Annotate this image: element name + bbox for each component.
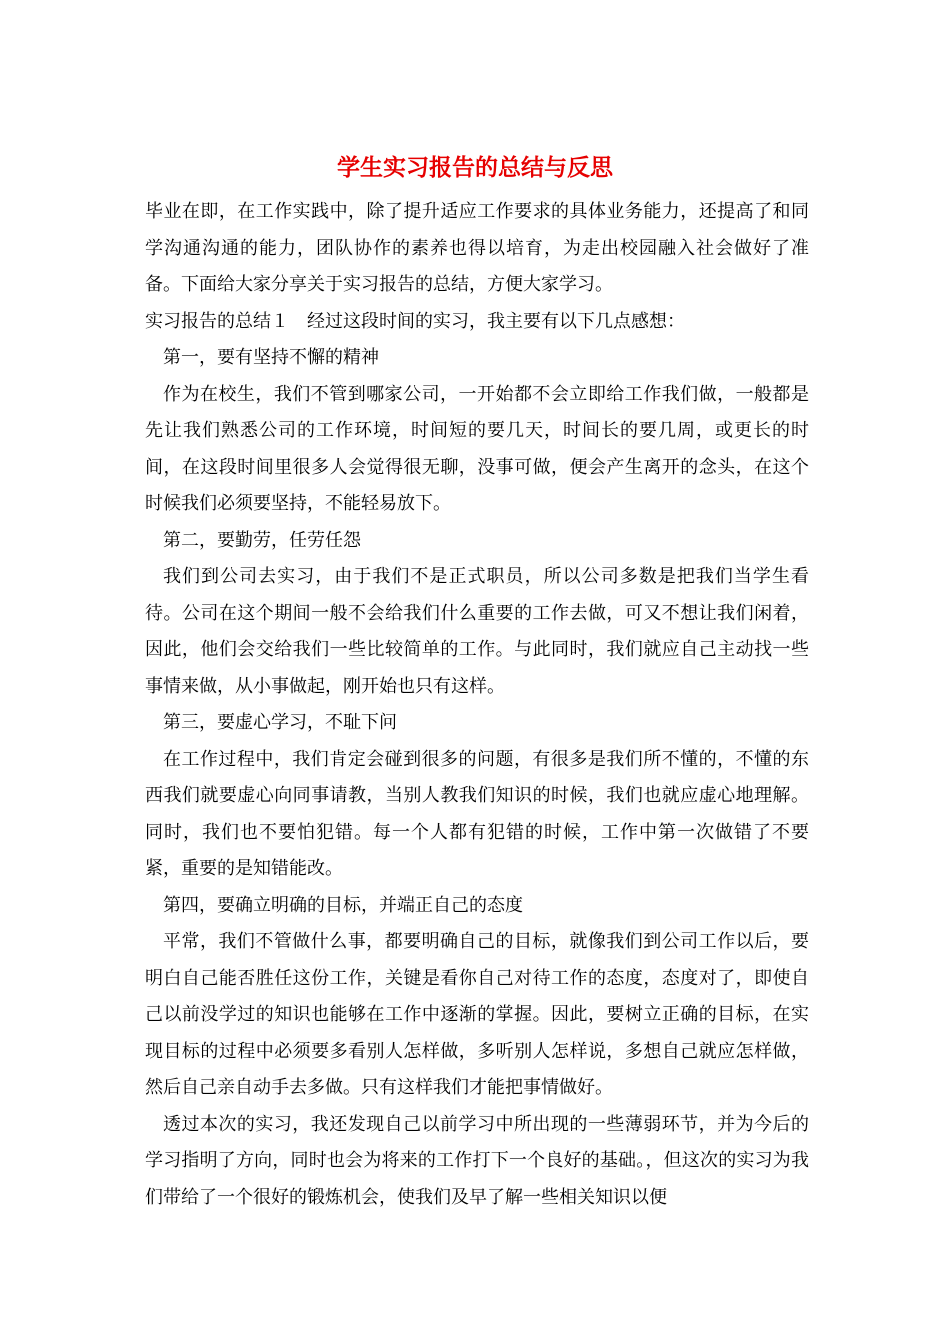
point-one-heading: 第一，要有坚持不懈的精神 (163, 347, 379, 368)
point-four-paragraph: 平常，我们不管做什么事，都要明确自己的目标，就像我们到公司工作以后，要明白自己能否胜任这份工作，关键是看你自己对待工作的态度，态度对了，即使自己以前没学过的知识也能够在工作中逐渐的掌握。因此，要树立正确的目标，在实现目标的过程中必须要多看别人怎样做，多听别人怎样说，多想自己就应怎样做，然后自己亲自动手去多做。只有这样我们才能把事情做好。 (145, 931, 809, 1098)
point-one-paragraph: 作为在校生，我们不管到哪家公司，一开始都不会立即给工作我们做，一般都是先让我们熟悉公司的工作环境，时间短的要几天，时间长的要几周，或更长的时间，在这段时间里很多人会觉得很无聊，没事可做，便会产生离开的念头，在这个时候我们必须要坚持，不能轻易放下。 (145, 383, 809, 514)
document-body (145, 194, 809, 1216)
point-four-heading: 第四，要确立明确的目标，并端正自己的态度 (163, 894, 523, 916)
point-three-heading: 第三，要虚心学习，不耻下问 (163, 712, 397, 733)
point-two-heading: 第二，要勤劳，任劳任怨 (163, 529, 361, 551)
point-two-paragraph: 我们到公司去实习，由于我们不是正式职员，所以公司多数是把我们当学生看待。公司在这个期间一般不会给我们什么重要的工作去做，可又不想让我们闲着，因此，他们会交给我们一些比较简单的工作。与此同时，我们就应自己主动找一些事情来做，从小事做起，刚开始也只有这样。 (145, 566, 809, 697)
summary-heading: 实习报告的总结１ 经过这段时间的实习，我主要有以下几点感想： (145, 310, 685, 332)
document-title: 学生实习报告的总结与反思 (337, 154, 613, 181)
point-three-paragraph: 在工作过程中，我们肯定会碰到很多的问题，有很多是我们所不懂的，不懂的东西我们就要虚心向同事请教，当别人教我们知识的时候，我们也就应虚心地理解。同时，我们也不要怕犯错。每一个人都有犯错的时候，工作中第一次做错了不要紧，重要的是知错能改。 (145, 748, 809, 879)
intro-paragraph: 毕业在即，在工作实践中，除了提升适应工作要求的具体业务能力，还提高了和同学沟通沟通的能力，团队协作的素养也得以培育，为走出校园融入社会做好了准备。下面给大家分享关于实习报告的总结，方便大家学习。 (145, 201, 809, 295)
closing-paragraph: 透过本次的实习，我还发现自己以前学习中所出现的一些薄弱环节，并为今后的学习指明了方向，同时也会为将来的工作打下一个良好的基础。，但这次的实习为我们带给了一个很好的锻炼机会，使我们及早了解一些相关知识以便 (145, 1113, 809, 1208)
